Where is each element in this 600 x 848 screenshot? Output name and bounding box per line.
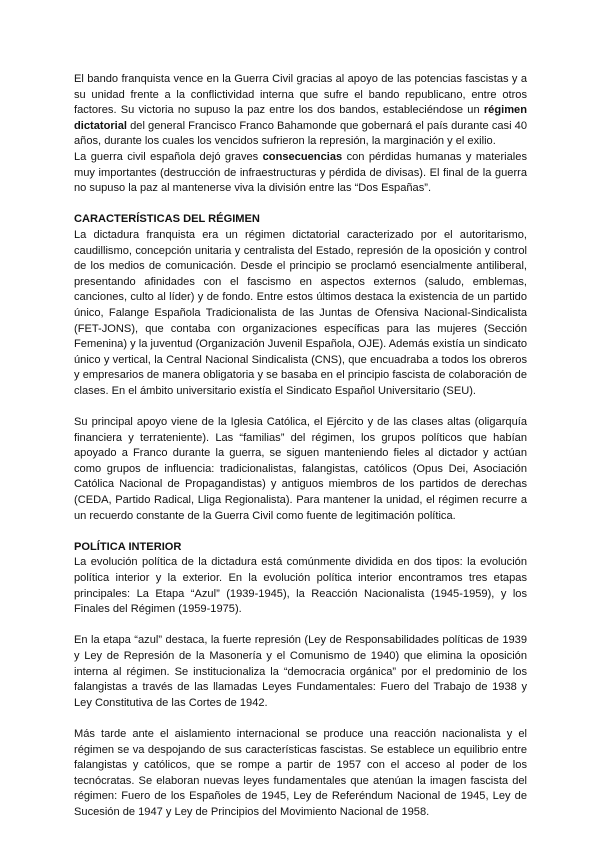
spacer bbox=[74, 399, 527, 415]
spacer bbox=[74, 197, 527, 213]
politica-paragraph-3: Más tarde ante el aislamiento internacional se produce una reacción nacionalista y el régimen se va despojando de sus características fascistas. Se establece un equilibrio entre falangistas y católicos, que se rompe a partir de 1957 con el acceso al poder de los tecnócratas. Se elaboran nuevas leyes fundamentales que atenúan la imagen fascista del régimen: Fuero de los Españoles de 1945, Ley de Referéndum Nacional de 1945, Ley de Sucesión de 1947 y Ley de Principios del Movimiento Nacional de 1958. bbox=[74, 727, 527, 818]
intro-text: La guerra civil española dejó graves bbox=[74, 150, 263, 163]
intro-paragraph-1 bbox=[74, 72, 527, 150]
intro-bold-term: régimen dictatorial bbox=[74, 104, 527, 132]
politica-paragraph-1: La evolución política de la dictadura está comúnmente dividida en dos tipos: la evolución política interior y la exterior. En la evolución política interior encontramos tres etapas principales: La Etapa “Azul” (1939-1945), la Reacción Nacionalista (1945-1959), y los Finales del Régimen (1959-1975). bbox=[74, 556, 527, 616]
intro-text: con pérdidas humanas y materiales muy importantes (destrucción de infraestructuras y pérdida de divisas). El final de la guerra no supuso la paz al mantenerse viva la división entre las “Dos Españas”. bbox=[74, 150, 527, 195]
caracteristicas-paragraph-2: Su principal apoyo viene de la Iglesia Católica, el Ejército y de las clases altas (oligarquía financiera y terrateniente). Las “familias” del régimen, los grupos políticos que habían apoyado a Franco durante la guerra, se siguen manteniendo fieles al dictador y actúan como grupos de influencia: tradicionalistas, falangistas, católicos (Opus Dei, Asociación Católica Nacional de Propagandistas) y antiguos miembros de los partidos de derechas (CEDA, Partido Radical, Lliga Regionalista). Para mantener la unidad, el régimen recurre a un recuerdo constante de la Guerra Civil como fuente de legitimación política. bbox=[74, 416, 527, 522]
spacer bbox=[74, 618, 527, 634]
politica-paragraph-2: En la etapa “azul” destaca, la fuerte represión (Ley de Responsabilidades políticas de 1939 y Ley de Represión de la Masonería y el Comunismo de 1940) que elimina la oposición interna al régimen. Se institucionaliza la “democracia orgánica” por el predominio de los falangistas a través de las llamadas Leyes Fundamentales: Fuero del Trabajo de 1938 y Ley Constitutiva de las Cortes de 1942. bbox=[74, 634, 527, 709]
spacer bbox=[74, 711, 527, 727]
intro-text: El bando franquista vence en la Guerra Civil gracias al apoyo de las potencias fascistas y a su unidad frente a la conflictividad interna que sufre el bando republicano, entre otros factores. Su victoria no supuso la paz entre los dos bandos, estableciéndose un bbox=[74, 73, 527, 117]
section-heading-politica-interior: POLÍTICA INTERIOR bbox=[74, 540, 182, 553]
section-heading-caracteristicas: CARACTERÍSTICAS DEL RÉGIMEN bbox=[74, 213, 260, 226]
intro-paragraph-2 bbox=[74, 150, 527, 197]
spacer bbox=[74, 524, 527, 540]
intro-text: del general Francisco Franco Bahamonde que gobernará el país durante casi 40 años, durante los cuales los vencidos sufrieron la represión, la marginación y el exilio. bbox=[74, 119, 527, 148]
caracteristicas-paragraph-1: La dictadura franquista era un régimen dictatorial caracterizado por el autoritarismo, caudillismo, concepción unitaria y centralista del Estado, represión de la oposición y control de los medios de comunicación. Desde el principio se proclamó esencialmente antiliberal, presentando afinidades con el fascismo en aspectos externos (saludo, emblemas, canciones, culto al líder) y de fondo. Entre estos últimos destaca la existencia de un partido único, Falange Española Tradicionalista de las Juntas de Ofensiva Nacional-Sindicalista (FET-JONS), que contaba con organizaciones específicas para las mujeres (Sección Femenina) y la juventud (Organización Juvenil Española, OJE). Además existía un sindicato único y vertical, la Central Nacional Sindicalista (CNS), que encuadraba a todos los obreros y empresarios de manera obligatoria y se basaba en el principio fascista de colaboración de clases. En el ámbito universitario existía el Sindicato Español Universitario (SEU). bbox=[74, 228, 527, 397]
intro-bold-term: consecuencias bbox=[262, 150, 343, 163]
